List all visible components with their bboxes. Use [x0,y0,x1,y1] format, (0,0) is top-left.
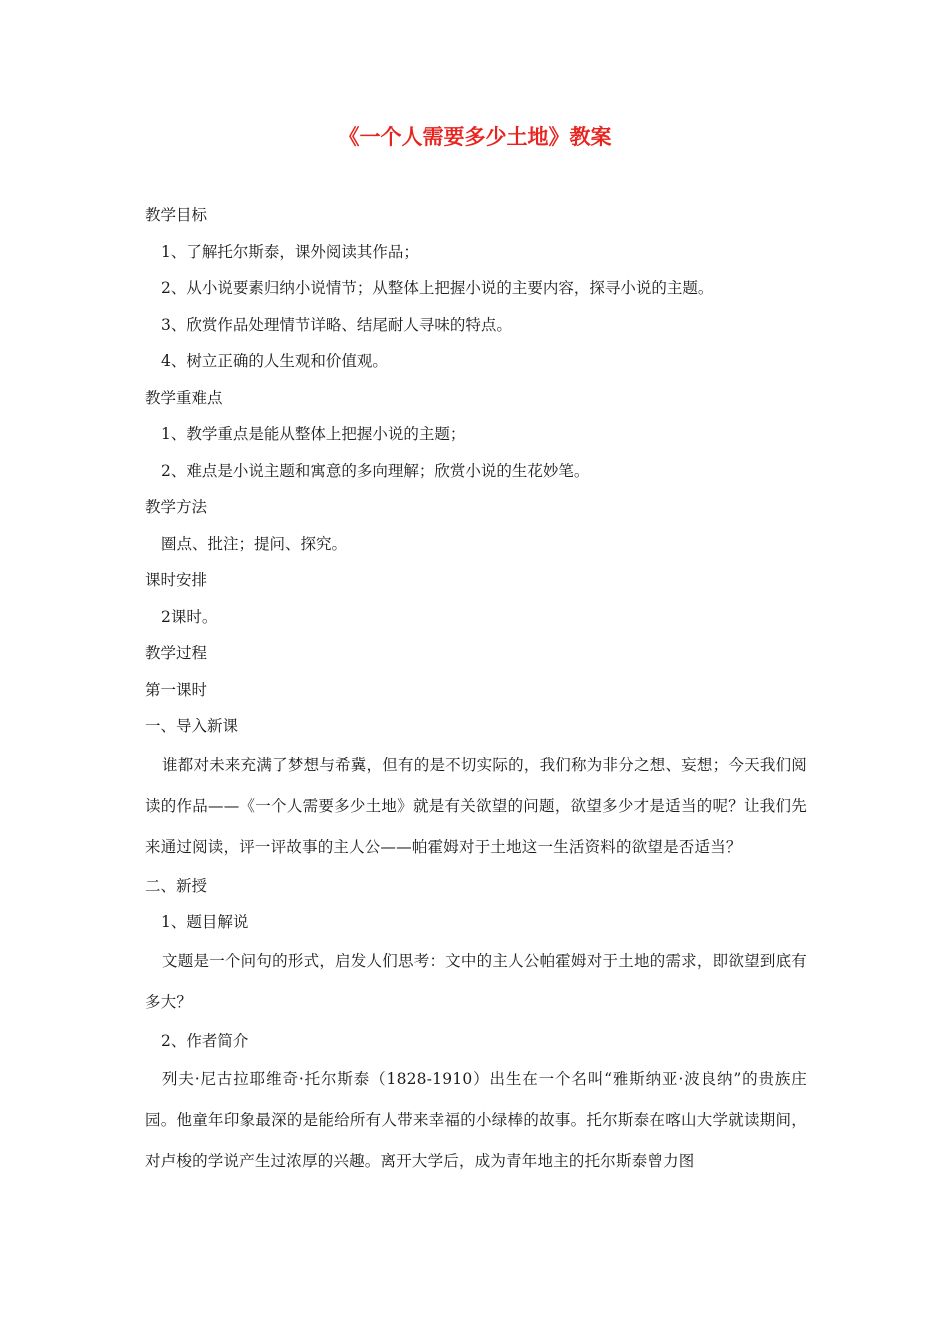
title-explain-paragraph: 文题是一个问句的形式，启发人们思考：文中的主人公帕霍姆对于土地的需求，即欲望到底有多大？ [145,951,807,1011]
document-title: 《一个人需要多少土地》教案 [338,124,612,149]
key-point-item: 1、教学重点是能从整体上把握小说的主题； [161,425,466,443]
schedule-text: 2课时。 [161,607,218,626]
objective-item: 4、树立正确的人生观和价值观。 [161,352,388,370]
objective-item: 1、了解托尔斯泰，课外阅读其作品； [161,242,419,261]
first-lesson-heading: 第一课时 [145,680,208,699]
process-heading: 教学过程 [145,644,208,662]
objective-item: 3、欣赏作品处理情节详略、结尾耐人寻味的特点。 [161,315,512,334]
objectives-heading: 教学目标 [145,206,208,224]
section-two-heading: 二、新授 [145,876,208,895]
title-explain-heading: 1、题目解说 [161,913,249,931]
schedule-heading: 课时安排 [145,571,208,589]
section-one-heading: 一、导入新课 [145,717,239,735]
author-paragraph: 列夫·尼古拉耶维奇·托尔斯泰（1828-1910）出生在一个名叫“雅斯纳亚·波良纳”的贵族庄园。他童年印象最深的是能给所有人带来幸福的小绿棒的故事。托尔斯泰在喀山大学就读期间，对卢梭的学说产生过浓厚的兴趣。离开大学后，成为青年地主的托尔斯泰曾力图 [145,1070,807,1170]
key-points-heading: 教学重难点 [145,388,223,407]
document-body [145,197,807,1182]
methods-text: 圈点、批注；提问、探究。 [161,534,348,553]
author-heading: 2、作者简介 [161,1031,249,1050]
objective-item: 2、从小说要素归纳小说情节；从整体上把握小说的主要内容，探寻小说的主题。 [161,279,714,297]
methods-heading: 教学方法 [145,498,208,516]
intro-paragraph: 谁都对未来充满了梦想与希冀，但有的是不切实际的，我们称为非分之想、妄想；今天我们阅读的作品——《一个人需要多少土地》就是有关欲望的问题，欲望多少才是适当的呢？让我们先来通过阅读，评一评故事的主人公——帕霍姆对于土地这一生活资料的欲望是否适当？ [145,755,807,856]
key-point-item: 2、难点是小说主题和寓意的多向理解；欣赏小说的生花妙笔。 [161,461,590,480]
